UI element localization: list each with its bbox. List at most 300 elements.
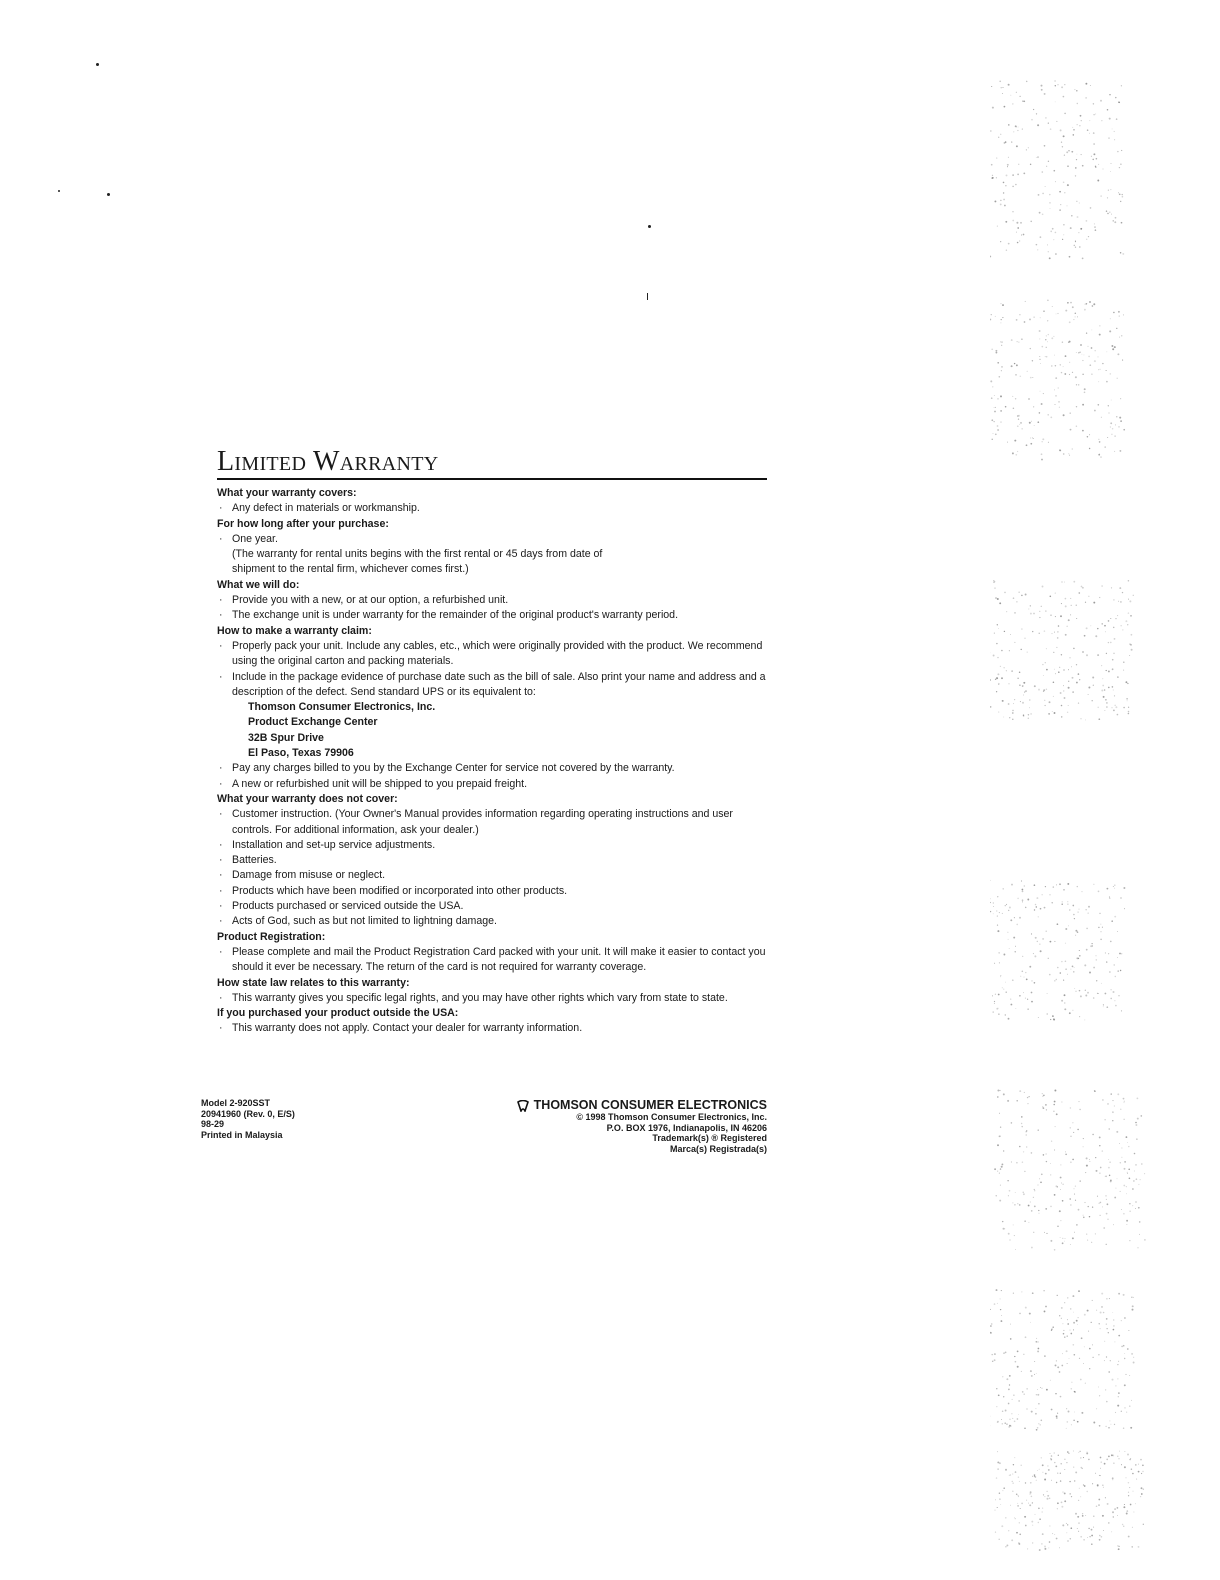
noise-dot: [1018, 1476, 1019, 1477]
noise-dot: [991, 164, 993, 166]
noise-dot: [1078, 1500, 1079, 1501]
noise-dot: [1085, 602, 1086, 603]
noise-dot: [1048, 1547, 1049, 1548]
noise-dot: [1028, 608, 1029, 609]
noise-dot: [1099, 913, 1100, 914]
noise-dot: [1013, 131, 1014, 132]
noise-dot: [1019, 1522, 1020, 1523]
noise-dot: [1127, 624, 1128, 625]
noise-dot: [1008, 939, 1009, 940]
noise-dot: [1051, 1409, 1053, 1411]
noise-dot: [1077, 1129, 1078, 1130]
noise-dot: [1039, 359, 1040, 360]
noise-dot: [1104, 1463, 1106, 1465]
noise-dot: [1124, 1466, 1126, 1468]
noise-dot: [1005, 406, 1007, 408]
noise-dot: [991, 1354, 992, 1355]
list-item: · Any defect in materials or workmanship.: [217, 501, 767, 516]
noise-dot: [1102, 168, 1103, 169]
noise-dot: [990, 902, 991, 903]
noise-dot: [1031, 1375, 1033, 1377]
noise-dot: [1119, 337, 1120, 338]
noise-dot: [1014, 1517, 1015, 1518]
noise-dot: [1047, 1465, 1048, 1466]
noise-dot: [1099, 1136, 1101, 1138]
noise-dot: [999, 602, 1001, 604]
noise-dot: [1119, 417, 1121, 419]
noise-dot: [1107, 109, 1109, 111]
noise-dot: [1096, 959, 1098, 961]
noise-dot: [1014, 1356, 1015, 1357]
noise-dot: [1009, 650, 1010, 651]
noise-dot: [1021, 1126, 1022, 1127]
noise-dot: [1036, 906, 1037, 907]
noise-dot: [1084, 309, 1086, 311]
model-line: Model 2-920SST: [201, 1098, 271, 1108]
noise-dot: [1067, 1323, 1069, 1325]
noise-dot: [1093, 103, 1094, 104]
noise-dot: [1117, 957, 1118, 958]
noise-dot: [1105, 1176, 1106, 1177]
noise-dot: [1046, 166, 1047, 167]
noise-dot: [1045, 186, 1046, 187]
noise-dot: [1078, 232, 1079, 233]
noise-dot: [1068, 681, 1069, 682]
noise-dot: [1047, 299, 1049, 301]
noise-dot: [1050, 596, 1052, 598]
noise-dot: [1052, 1533, 1053, 1534]
noise-dot: [1070, 302, 1072, 304]
noise-dot: [1012, 1481, 1013, 1482]
noise-dot: [1014, 612, 1016, 614]
noise-dot: [1105, 952, 1106, 953]
noise-dot: [1107, 1503, 1109, 1505]
noise-dot: [1097, 180, 1099, 182]
noise-dot: [1004, 106, 1006, 108]
noise-dot: [1089, 364, 1091, 366]
noise-dot: [1103, 1004, 1104, 1005]
noise-dot: [1065, 928, 1067, 930]
noise-dot: [1088, 236, 1089, 237]
noise-dot: [1065, 605, 1067, 607]
noise-dot: [1045, 1104, 1047, 1106]
noise-dot: [1016, 364, 1018, 366]
noise-dot: [1030, 1482, 1032, 1484]
noise-dot: [1116, 118, 1118, 120]
bullet-icon: ·: [219, 808, 223, 821]
noise-dot: [1060, 1396, 1062, 1398]
noise-dot: [1053, 652, 1054, 653]
noise-dot: [1078, 1209, 1080, 1211]
noise-dot: [1076, 201, 1077, 202]
noise-dot: [990, 130, 992, 132]
noise-dot: [1076, 406, 1077, 407]
noise-dot: [1067, 1524, 1068, 1525]
noise-dot: [1130, 1504, 1132, 1506]
noise-dot: [1075, 376, 1077, 378]
noise-dot: [1088, 687, 1090, 689]
noise-dot: [1067, 184, 1069, 186]
noise-dot: [1001, 366, 1002, 367]
noise-dot: [1064, 1008, 1066, 1010]
noise-dot: [1112, 1379, 1114, 1381]
noise-dot: [1066, 151, 1068, 153]
noise-dot: [1011, 1413, 1012, 1414]
list-item: · Installation and set-up service adjustments.: [217, 838, 767, 853]
noise-dot: [1042, 1512, 1043, 1513]
noise-dot: [998, 712, 999, 713]
noise-dot: [1076, 384, 1077, 385]
noise-dot: [1123, 661, 1124, 662]
noise-dot: [995, 994, 996, 995]
noise-dot: [1108, 1167, 1110, 1169]
noise-dot: [991, 1323, 993, 1325]
noise-dot: [1083, 354, 1084, 355]
noise-dot: [990, 1325, 992, 1327]
noise-dot: [1071, 215, 1073, 217]
noise-dot: [1118, 1293, 1120, 1295]
brand-line: © 1998 Thomson Consumer Electronics, Inc.: [576, 1112, 767, 1122]
noise-dot: [1012, 1418, 1013, 1419]
noise-dot: [1120, 163, 1122, 165]
noise-dot: [1104, 689, 1106, 691]
noise-dot: [1102, 623, 1103, 624]
noise-dot: [1006, 904, 1007, 905]
noise-dot: [1112, 1477, 1114, 1479]
noise-dot: [1067, 883, 1069, 885]
noise-dot: [1092, 1134, 1093, 1135]
noise-dot: [1092, 1483, 1093, 1484]
noise-dot: [997, 924, 998, 925]
noise-dot: [1116, 1131, 1118, 1133]
noise-dot: [1115, 1412, 1116, 1413]
noise-dot: [1010, 999, 1011, 1000]
noise-dot: [1127, 1172, 1128, 1173]
noise-dot: [1013, 1293, 1014, 1294]
noise-dot: [1082, 360, 1083, 361]
noise-dot: [1110, 642, 1112, 644]
noise-dot: [1042, 1472, 1043, 1473]
noise-dot: [1103, 1530, 1104, 1531]
noise-dot: [1084, 635, 1086, 637]
noise-dot: [1134, 1153, 1136, 1155]
noise-dot: [1086, 1157, 1088, 1159]
noise-dot: [1048, 123, 1049, 124]
noise-dot: [1141, 1493, 1143, 1495]
noise-dot: [1084, 1314, 1086, 1316]
noise-dot: [1024, 1092, 1025, 1093]
noise-dot: [1044, 1548, 1046, 1550]
noise-dot: [1101, 585, 1103, 587]
noise-dot: [1039, 1469, 1040, 1470]
noise-dot: [1056, 121, 1057, 122]
noise-dot: [1109, 898, 1110, 899]
noise-dot: [1084, 1202, 1085, 1203]
noise-dot: [1123, 1345, 1125, 1347]
noise-dot: [1079, 1101, 1080, 1102]
noise-dot: [1041, 1457, 1042, 1458]
noise-dot: [1023, 1151, 1024, 1152]
noise-dot: [1000, 200, 1001, 201]
noise-dot: [1092, 943, 1093, 944]
noise-dot: [1031, 1152, 1033, 1154]
noise-dot: [1124, 1317, 1126, 1319]
noise-dot: [1076, 618, 1077, 619]
section-heading: For how long after your purchase:: [217, 517, 389, 530]
noise-dot: [1106, 1356, 1107, 1357]
noise-dot: [992, 1361, 993, 1362]
noise-dot: [1021, 628, 1023, 630]
noise-dot: [1062, 1323, 1063, 1324]
noise-dot: [1069, 1481, 1070, 1482]
noise-dot: [1002, 1410, 1004, 1412]
noise-dot: [1019, 995, 1021, 997]
noise-dot: [1056, 884, 1057, 885]
noise-dot: [1017, 425, 1019, 427]
noise-dot: [1066, 1532, 1067, 1533]
noise-dot: [1042, 193, 1044, 195]
noise-dot: [1003, 989, 1004, 990]
noise-dot: [1137, 1118, 1139, 1120]
noise-dot: [1131, 1546, 1132, 1547]
noise-dot: [1054, 1101, 1056, 1103]
noise-dot: [1004, 592, 1006, 594]
noise-dot: [1018, 1495, 1019, 1496]
brand-line: Marca(s) Registrada(s): [669, 1143, 767, 1154]
noise-dot: [1106, 1459, 1108, 1461]
noise-dot: [1106, 1006, 1108, 1008]
noise-dot: [1124, 1407, 1125, 1408]
noise-dot: [1045, 117, 1047, 119]
noise-dot: [995, 1500, 996, 1501]
noise-dot: [1115, 1188, 1116, 1189]
noise-dot: [1001, 1419, 1002, 1420]
noise-dot: [1080, 1467, 1082, 1469]
noise-dot: [1063, 414, 1065, 416]
noise-dot: [1005, 141, 1007, 143]
noise-dot: [1083, 1138, 1084, 1139]
noise-dot: [1117, 1545, 1118, 1546]
noise-dot: [1106, 1318, 1108, 1320]
noise-dot: [1018, 127, 1019, 128]
noise-dot: [1079, 955, 1081, 957]
noise-dot: [1028, 398, 1030, 400]
noise-dot: [1017, 1505, 1019, 1507]
noise-dot: [1076, 154, 1077, 155]
noise-dot: [1038, 1210, 1039, 1211]
noise-dot: [990, 679, 991, 681]
noise-dot: [1085, 990, 1086, 991]
noise-dot: [1087, 436, 1088, 437]
noise-dot: [999, 1493, 1000, 1494]
noise-dot: [1113, 1463, 1114, 1464]
noise-dot: [1047, 1498, 1049, 1500]
noise-dot: [1127, 1454, 1129, 1456]
noise-dot: [1065, 943, 1066, 944]
noise-dot: [1128, 1146, 1129, 1147]
noise-dot: [1120, 252, 1122, 254]
noise-dot: [1106, 1199, 1107, 1200]
noise-dot: [1010, 634, 1011, 635]
noise-dot: [1064, 697, 1066, 699]
noise-dot: [1121, 335, 1123, 337]
noise-dot: [1069, 1493, 1071, 1495]
noise-dot: [1001, 87, 1002, 88]
noise-dot: [1078, 1290, 1080, 1292]
noise-dot: [1071, 1382, 1072, 1383]
noise-dot: [1070, 227, 1072, 229]
noise-dot: [1063, 182, 1065, 184]
noise-dot: [1123, 314, 1124, 315]
noise-dot: [1046, 335, 1047, 336]
noise-dot: [1093, 1422, 1095, 1424]
noise-dot: [1095, 229, 1097, 231]
noise-dot: [1041, 85, 1043, 87]
noise-dot: [1093, 1527, 1094, 1528]
noise-dot: [1102, 1206, 1103, 1207]
noise-dot: [994, 1359, 996, 1361]
noise-dot: [1122, 196, 1124, 198]
noise-dot: [1077, 1317, 1078, 1318]
noise-dot: [1080, 228, 1082, 230]
noise-dot: [1019, 1146, 1021, 1148]
noise-dot: [1126, 1220, 1128, 1222]
noise-dot: [1012, 186, 1014, 188]
noise-dot: [1091, 700, 1092, 701]
noise-dot: [1091, 373, 1093, 375]
noise-dot: [1114, 1000, 1115, 1001]
noise-dot: [1043, 393, 1044, 394]
noise-dot: [1017, 1418, 1019, 1420]
noise-dot: [1091, 347, 1093, 349]
noise-dot: [1087, 992, 1089, 994]
model-line: 20941960 (Rev. 0, E/S): [201, 1108, 295, 1119]
noise-dot: [1031, 1247, 1033, 1249]
noise-dot: [1114, 435, 1116, 437]
noise-dot: [1053, 682, 1055, 684]
noise-dot: [1006, 1378, 1008, 1380]
noise-dot: [1034, 1189, 1035, 1190]
list-item: · Provide you with a new, or at our option, a refurbished unit.: [217, 593, 767, 608]
noise-dot: [1031, 992, 1033, 994]
noise-dot: [1106, 351, 1107, 352]
noise-dot: [1066, 1421, 1068, 1423]
noise-dot: [1089, 972, 1091, 974]
noise-dot: [1012, 396, 1013, 397]
noise-dot: [1057, 1508, 1058, 1509]
noise-dot: [1027, 899, 1029, 901]
noise-dot: [1086, 627, 1088, 629]
noise-dot: [1105, 1426, 1106, 1427]
noise-dot: [1058, 671, 1060, 673]
scan-speck: [96, 63, 99, 66]
noise-dot: [1069, 1012, 1071, 1014]
noise-dot: [1036, 1341, 1038, 1343]
noise-dot: [1086, 1491, 1087, 1492]
noise-dot: [1015, 951, 1016, 952]
noise-dot: [1124, 1353, 1125, 1354]
noise-dot: [1113, 627, 1115, 629]
bullet-icon: ·: [219, 639, 223, 652]
noise-dot: [992, 107, 994, 109]
noise-dot: [1076, 159, 1077, 160]
noise-dot: [1023, 1393, 1024, 1394]
noise-dot: [1126, 1224, 1127, 1225]
noise-dot: [1068, 669, 1069, 670]
noise-dot: [997, 1171, 998, 1172]
noise-dot: [1056, 1417, 1058, 1419]
noise-dot: [1075, 175, 1076, 176]
noise-dot: [1106, 1298, 1108, 1300]
noise-dot: [1112, 1312, 1113, 1313]
noise-dot: [1042, 894, 1043, 895]
noise-dot: [1084, 1346, 1085, 1347]
noise-dot: [1054, 1150, 1055, 1151]
noise-dot: [1024, 1221, 1025, 1222]
noise-dot: [1038, 1017, 1039, 1018]
noise-dot: [1092, 159, 1094, 161]
noise-dot: [1100, 931, 1101, 932]
noise-dot: [1060, 692, 1062, 694]
noise-dot: [997, 896, 998, 897]
noise-dot: [1006, 670, 1007, 671]
noise-dot: [1031, 1210, 1033, 1212]
noise-dot: [1106, 653, 1107, 654]
noise-dot: [1059, 1547, 1060, 1548]
noise-dot: [1001, 1320, 1003, 1322]
list-item: · This warranty gives you specific legal rights, and you may have other rights which vary from state to state.: [217, 991, 767, 1006]
noise-dot: [1048, 334, 1049, 335]
noise-dot: [1072, 448, 1073, 449]
noise-dot: [1071, 666, 1072, 667]
noise-dot: [1118, 101, 1120, 103]
noise-dot: [1088, 356, 1090, 358]
noise-dot: [1050, 1163, 1051, 1164]
noise-dot: [1073, 319, 1074, 320]
noise-dot: [1119, 1451, 1120, 1452]
noise-dot: [1117, 1507, 1119, 1509]
noise-dot: [1064, 1337, 1065, 1338]
noise-dot: [1133, 1180, 1134, 1181]
noise-dot: [1046, 347, 1047, 348]
noise-dot: [1093, 114, 1095, 116]
noise-dot: [1034, 1190, 1035, 1191]
noise-dot: [1001, 370, 1002, 371]
noise-dot: [1029, 318, 1031, 320]
noise-dot: [1063, 453, 1065, 455]
noise-dot: [1069, 455, 1070, 456]
noise-dot: [1101, 1536, 1103, 1538]
noise-dot: [1098, 369, 1099, 370]
noise-dot: [1089, 120, 1090, 121]
noise-dot: [1118, 1361, 1119, 1362]
noise-dot: [1065, 1238, 1066, 1239]
noise-dot: [1044, 1232, 1045, 1233]
noise-dot: [1003, 954, 1005, 956]
noise-dot: [1013, 937, 1015, 939]
noise-dot: [1063, 366, 1064, 367]
noise-dot: [994, 633, 995, 634]
noise-dot: [1079, 1109, 1080, 1110]
noise-dot: [1046, 648, 1047, 649]
noise-dot: [1082, 587, 1084, 589]
noise-dot: [1114, 451, 1115, 452]
noise-dot: [1014, 440, 1016, 442]
noise-dot: [1039, 1178, 1040, 1179]
noise-dot: [999, 376, 1001, 378]
noise-dot: [1039, 1213, 1040, 1214]
address-line: El Paso, Texas 79906: [248, 747, 354, 760]
